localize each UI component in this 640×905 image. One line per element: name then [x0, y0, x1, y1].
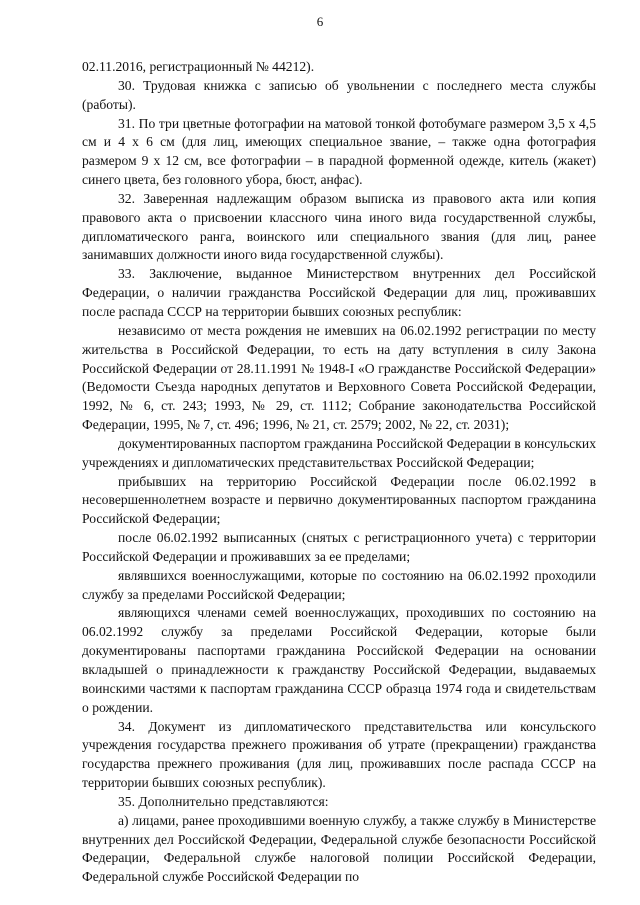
paragraph-1: 02.11.2016, регистрационный № 44212). — [82, 59, 315, 74]
page-number: 6 — [316, 14, 324, 29]
paragraph-8: прибывших на территорию Российской Федерации после 06.02.1992 в несовершеннолетнем возрасте и первично документированных паспортом гражданина Российской Федерации; — [82, 473, 596, 527]
paragraph-2: 30. Трудовая книжка с записью об увольнении с последнего места службы (работы). — [82, 77, 596, 112]
paragraph-14: а) лицами, ранее проходившими военную службу, а также службу в Министерстве внутренних дел Российской Федерации, Федеральной службе безопасности Российской Федерации, Федеральной службе налоговой полиции Российской Федерации, Федеральной службе Российской Федерации по — [82, 812, 596, 885]
paragraph-7: документированных паспортом гражданина Российской Федерации в консульских учреждениях и дипломатических представительствах Российской Федерации; — [82, 435, 596, 470]
paragraph-5: 33. Заключение, выданное Министерством внутренних дел Российской Федерации, о наличии гражданства Российской Федерации для лиц, проживавших после распада СССР на территории бывших союзных республик: — [82, 266, 596, 319]
paragraph-11: являющихся членами семей военнослужащих, проходивших по состоянию на 06.02.1992 службу за пределами Российской Федерации, которые были документированы паспортами гражданина Российской Федерации на основании вкладышей о принадлежности к гражданству Российской Федерации, выдаваемых воинскими частями к паспортам гражданина СССР образца 1974 года и свидетельствам о рождении. — [82, 605, 596, 715]
paragraph-13: 35. Дополнительно представляются: — [118, 793, 329, 809]
paragraph-4: 32. Заверенная надлежащим образом выписка из правового акта или копия правового акта о присвоении классного чина иного вида государственной службы, дипломатического ранга, воинского или специального звания (для лиц, ранее занимавших должности иного вида государственной службы). — [82, 190, 596, 263]
paragraph-6: независимо от места рождения не имевших на 06.02.1992 регистрации по месту жительства в Российской Федерации, то есть на дату вступления в силу Закона Российской Федерации от 28.11.1991 № 1948-I «О гражданстве Российской Федерации» (Ведомости Съезда народных депутатов и Верховного Совета Российской Федерации, 1992, № 6, ст. 243; 1993, № 29, ст. 1112; Собрание законодательства Российской Федерации, 1995, № 7, ст. 496; 1996, № 21, ст. 2579; 2002, № 22, ст. 2031); — [82, 322, 596, 433]
paragraph-10: являвшихся военнослужащими, которые по состоянию на 06.02.1992 проходили службу за пределами Российской Федерации; — [82, 567, 596, 602]
document-body — [82, 58, 596, 887]
paragraph-9: после 06.02.1992 выписанных (снятых с регистрационного учета) с территории Российской Федерации и проживавших за ее пределами; — [82, 530, 596, 564]
paragraph-3: 31. По три цветные фотографии на матовой тонкой фотобумаге размером 3,5 х 4,5 см и 4 х 6 см (для лиц, имеющих специальное звание, – также одна фотография размером 9 х 12 см, все фотографии – в парадной форменной одежде, китель (жакет) синего цвета, без головного убора, бюст, анфас). — [82, 115, 596, 188]
paragraph-12: 34. Документ из дипломатического представительства или консульского учреждения государства прежнего проживания об утрате (прекращении) гражданства государства прежнего проживания (для лиц, проживавших после распада СССР на территории бывших союзных республик). — [82, 718, 596, 791]
